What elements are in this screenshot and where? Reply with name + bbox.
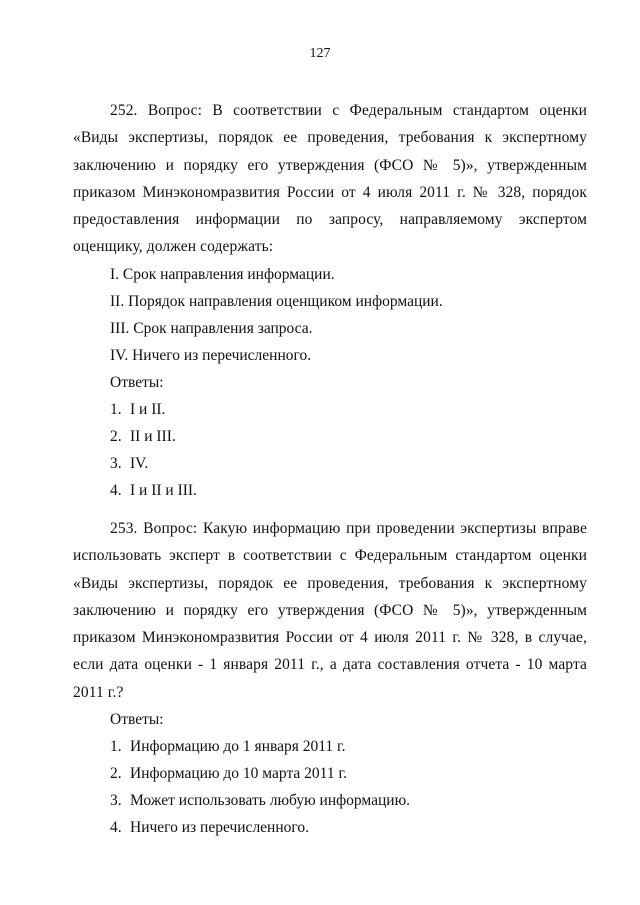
answer-number: 1. xyxy=(110,738,122,756)
answer-item xyxy=(110,787,587,814)
answer-item xyxy=(110,396,587,423)
answer-number: 3. xyxy=(110,454,122,472)
answer-number: 4. xyxy=(110,819,122,837)
option-item: IV. Ничего из перечисленного. xyxy=(110,346,312,364)
answer-text: I и II и III. xyxy=(130,481,197,499)
answer-item xyxy=(110,733,587,760)
answer-number: 3. xyxy=(110,792,122,810)
answer-text: II и III. xyxy=(130,427,176,445)
question-253 xyxy=(73,515,587,841)
question-252-text: 252. Вопрос: В соответствии с Федеральным стандартом оценки «Виды экспертизы, порядок ее проведения, требования к экспертному заключению и порядку его утверждения (ФСО № 5)», утвержденным приказом Минэкономразвития России от 4 июля 2011 г. № 328, порядок предоставления информации по запросу, направляемому экспертом оценщику, должен содержать: xyxy=(73,102,587,256)
answer-text: Может использовать любую информацию. xyxy=(130,792,411,810)
answer-number: 1. xyxy=(110,400,122,418)
answer-item xyxy=(110,477,587,504)
answer-text: Информацию до 1 января 2011 г. xyxy=(130,738,346,756)
answers-label: Ответы: xyxy=(110,373,164,391)
option-item: II. Порядок направления оценщиком информации. xyxy=(110,292,443,310)
answers-label: Ответы: xyxy=(110,711,164,729)
answer-text: IV. xyxy=(130,454,149,472)
question-253-answers xyxy=(73,706,587,841)
answer-number: 4. xyxy=(110,481,122,499)
answer-number: 2. xyxy=(110,427,122,445)
answer-item xyxy=(110,760,587,787)
page-number: 127 xyxy=(309,46,331,61)
answer-item xyxy=(110,450,587,477)
answer-item xyxy=(110,423,587,450)
answer-number: 2. xyxy=(110,765,122,783)
question-252 xyxy=(73,97,587,504)
answer-text: Информацию до 10 марта 2011 г. xyxy=(130,765,347,783)
question-253-text: 253. Вопрос: Какую информацию при проведении экспертизы вправе использовать эксперт в соответствии с Федеральным стандартом оценки «Виды экспертизы, порядок ее проведения, требования к экспертному заключению и порядку его утверждения (ФСО № 5)», утвержденным приказом Минэкономразвития России от 4 июля 2011 г. № 328, в случае, если дата оценки - 1 января 2011 г., а дата составления отчета - 10 марта 2011 г.? xyxy=(73,520,587,701)
answer-text: I и II. xyxy=(130,400,166,418)
answer-text: Ничего из перечисленного. xyxy=(130,819,309,837)
question-252-options xyxy=(73,261,587,504)
option-item: I. Срок направления информации. xyxy=(110,265,335,283)
answer-item xyxy=(110,814,587,841)
option-item: III. Срок направления запроса. xyxy=(110,319,313,337)
